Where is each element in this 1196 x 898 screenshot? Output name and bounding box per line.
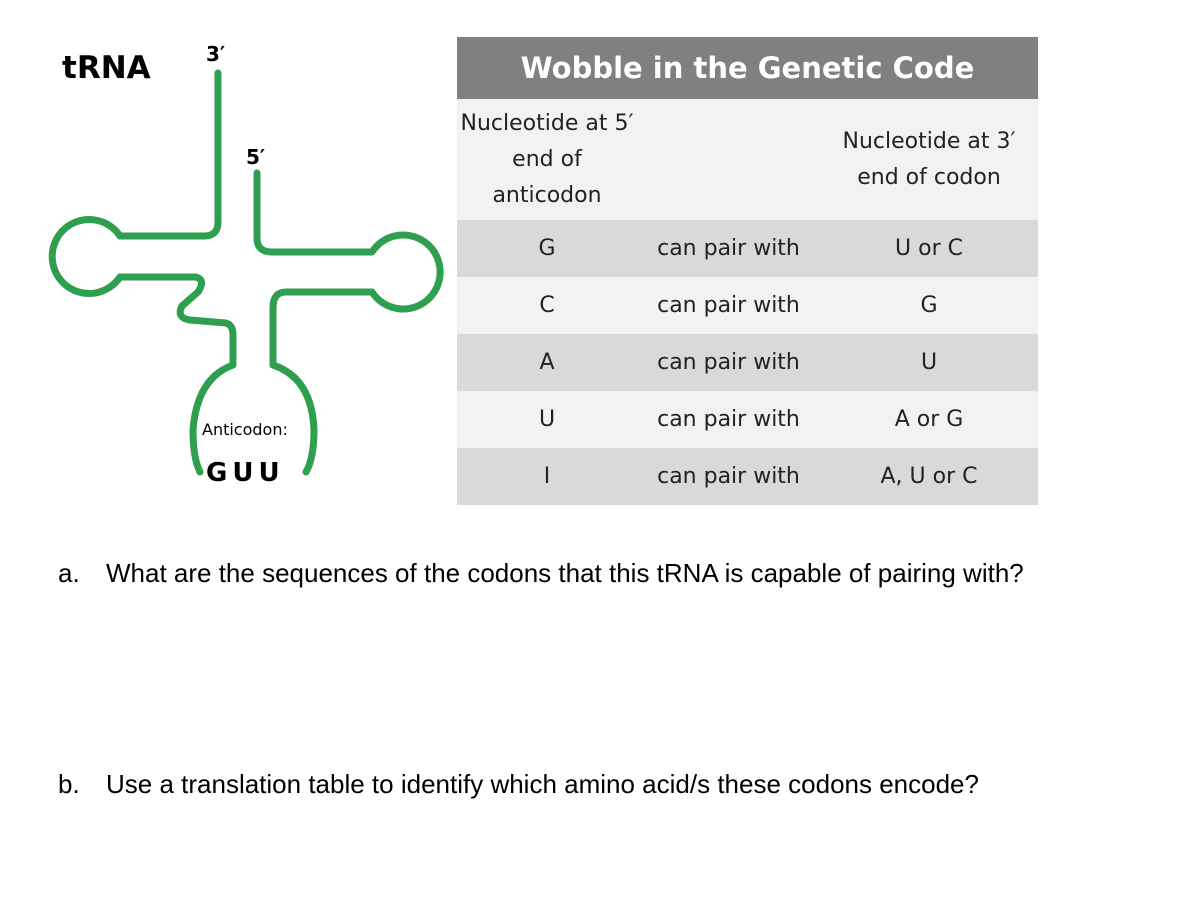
wobble-table <box>457 37 1038 505</box>
question-number: b. <box>58 769 80 799</box>
cell: A <box>457 334 637 391</box>
header-middle <box>637 99 820 220</box>
diagram-title: tRNA <box>62 50 151 86</box>
question-text: What are the sequences of the codons that this tRNA is capable of pairing with? <box>106 558 1024 588</box>
table-row <box>457 334 1038 391</box>
table-row <box>457 277 1038 334</box>
anticodon-sequence: GUU <box>206 458 285 488</box>
cell: can pair with <box>637 220 820 277</box>
cell: A, U or C <box>820 448 1038 505</box>
table-row <box>457 391 1038 448</box>
cell: A or G <box>820 391 1038 448</box>
cell: C <box>457 277 637 334</box>
cell: G <box>457 220 637 277</box>
anticodon-label: Anticodon: <box>202 420 288 439</box>
cell: G <box>820 277 1038 334</box>
table-title: Wobble in the Genetic Code <box>457 37 1038 99</box>
question-number: a. <box>58 558 80 588</box>
question-a <box>58 558 1138 589</box>
five-prime-label: 5′ <box>246 145 266 169</box>
table-row <box>457 448 1038 505</box>
cell: I <box>457 448 637 505</box>
cell: can pair with <box>637 391 820 448</box>
trna-strand-left <box>52 73 233 472</box>
cell: can pair with <box>637 334 820 391</box>
cell: U <box>820 334 1038 391</box>
cell: can pair with <box>637 448 820 505</box>
question-b <box>58 769 1138 800</box>
header-anticodon: Nucleotide at 5′ end of anticodon <box>457 99 637 220</box>
table-row <box>457 220 1038 277</box>
three-prime-label: 3′ <box>206 42 226 66</box>
cell: can pair with <box>637 277 820 334</box>
header-codon: Nucleotide at 3′ end of codon <box>820 99 1038 220</box>
cell: U or C <box>820 220 1038 277</box>
question-text: Use a translation table to identify which amino acid/s these codons encode? <box>106 769 979 799</box>
cell: U <box>457 391 637 448</box>
